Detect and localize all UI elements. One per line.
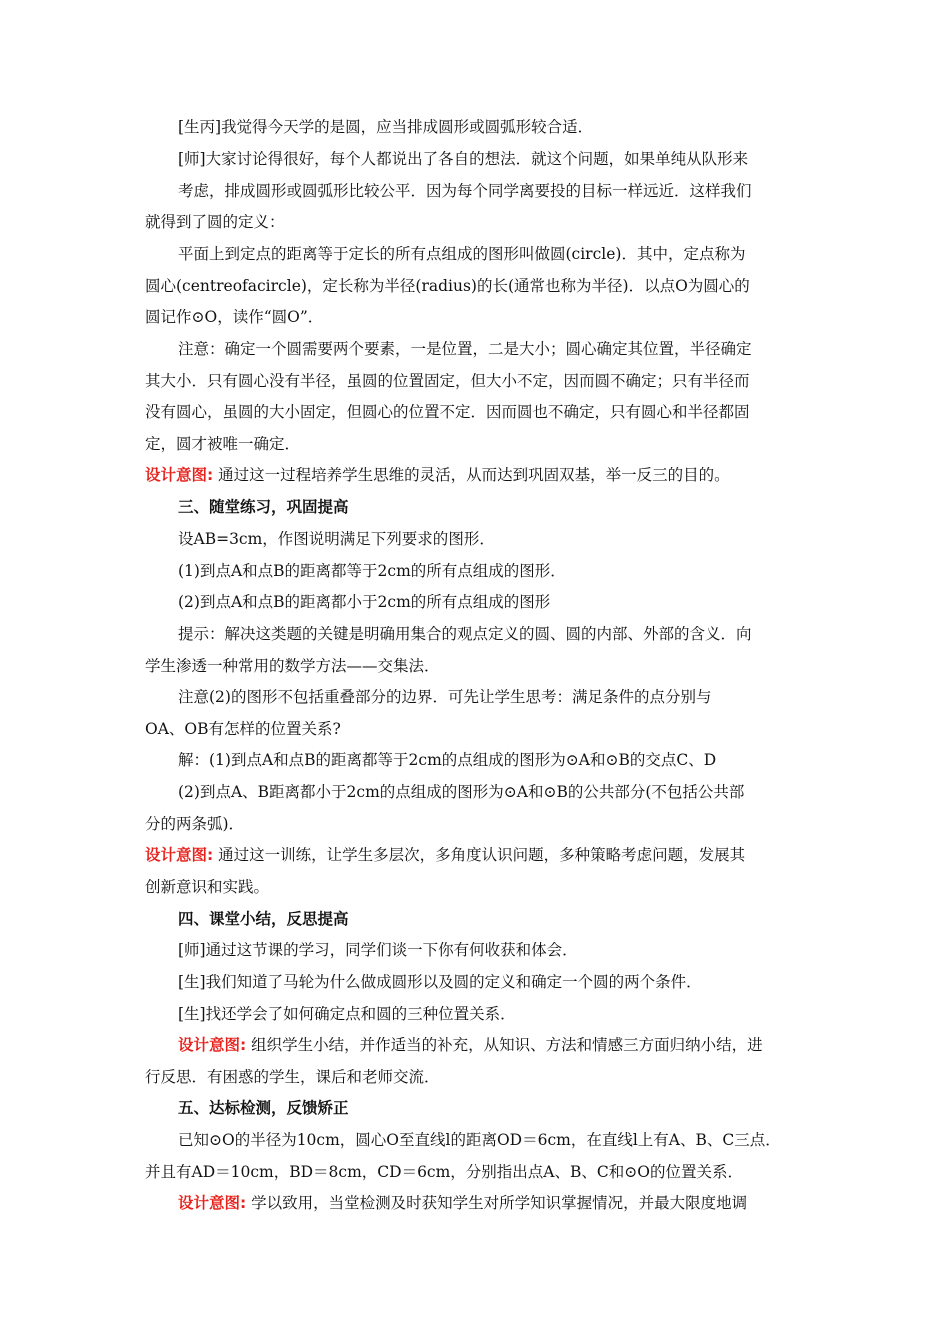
design-intent-text: 通过这一过程培养学生思维的灵活，从而达到巩固双基，举一反三的目的。 (218, 466, 730, 484)
text-line: 平面上到定点的距离等于定长的所有点组成的图形叫做圆(circle)．其中，定点称为 (178, 245, 746, 263)
text-line: 并且有AD＝10cm，BD＝8cm，CD＝6cm，分别指出点A、B、C和⊙O的位置关系． (145, 1163, 743, 1181)
text-line: 注意(2)的图形不包括重叠部分的边界．可先让学生思考：满足条件的点分别与 (178, 688, 712, 706)
design-intent-text: 通过这一训练，让学生多层次，多角度认识问题，多种策略考虑问题，发展其 (218, 846, 746, 864)
design-intent-paragraph (178, 1035, 763, 1055)
text-line: [生]我们知道了马轮为什么做成圆形以及圆的定义和确定一个圆的两个条件． (178, 973, 702, 991)
text-line: OA、OB有怎样的位置关系? (145, 720, 341, 738)
text-line: (2)到点A、B距离都小于2cm的点组成的图形为⊙A和⊙B的公共部分(不包括公共部 (178, 783, 745, 801)
text-line: 考虑，排成圆形或圆弧形比较公平．因为每个同学离要投的目标一样远近．这样我们 (178, 182, 752, 200)
section-heading: 三、随堂练习，巩固提高 (178, 498, 349, 516)
text-line: 没有圆心，虽圆的大小固定，但圆心的位置不定．因而圆也不确定，只有圆心和半径都固 (145, 403, 750, 421)
text-line: 注意：确定一个圆需要两个要素，一是位置，二是大小；圆心确定其位置，半径确定 (178, 340, 752, 358)
section-heading: 五、达标检测，反馈矫正 (178, 1099, 349, 1117)
text-line: 就得到了圆的定义： (145, 213, 285, 231)
design-intent-label: 设计意图: (145, 846, 214, 864)
design-intent-label: 设计意图: (145, 466, 214, 484)
text-line: 行反思．有困惑的学生，课后和老师交流． (145, 1068, 440, 1086)
text-line: 圆记作⊙O，读作“圆O”． (145, 308, 324, 326)
text-line: 分的两条弧)． (145, 815, 245, 833)
text-line: 定，圆才被唯一确定． (145, 435, 301, 453)
design-intent-label: 设计意图: (178, 1036, 247, 1054)
text-line: (1)到点A和点B的距离都等于2cm的所有点组成的图形． (178, 562, 566, 580)
text-line: [生]找还学会了如何确定点和圆的三种位置关系． (178, 1005, 516, 1023)
design-intent-paragraph (145, 465, 730, 485)
design-intent-paragraph (145, 845, 745, 865)
text-line: [生丙]我觉得今天学的是圆，应当排成圆形或圆弧形较合适． (178, 118, 594, 136)
design-intent-text: 学以致用，当堂检测及时获知学生对所学知识掌握情况，并最大限度地调 (251, 1194, 748, 1212)
text-line: 设AB=3cm，作图说明满足下列要求的图形． (178, 530, 495, 548)
text-line: 已知⊙O的半径为10cm，圆心O至直线l的距离OD＝6cm，在直线l上有A、B、C三点． (178, 1131, 781, 1149)
text-line: 创新意识和实践。 (145, 878, 270, 896)
section-heading: 四、课堂小结，反思提高 (178, 910, 349, 928)
text-line: 其大小．只有圆心没有半径，虽圆的位置固定，但大小不定，因而圆不确定；只有半径而 (145, 372, 750, 390)
design-intent-label: 设计意图: (178, 1194, 247, 1212)
design-intent-paragraph (178, 1193, 747, 1213)
text-line: (2)到点A和点B的距离都小于2cm的所有点组成的图形 (178, 593, 551, 611)
text-line: 圆心(centreofacircle)，定长称为半径(radius)的长(通常也称为半径)．以点O为圆心的 (145, 277, 750, 295)
text-line: 学生渗透一种常用的数学方法——交集法． (145, 657, 440, 675)
text-line: [师]通过这节课的学习，同学们谈一下你有何收获和体会． (178, 941, 578, 959)
text-line: 解：(1)到点A和点B的距离都等于2cm的点组成的图形为⊙A和⊙B的交点C、D (178, 751, 717, 769)
text-line: 提示：解决这类题的关键是明确用集合的观点定义的圆、圆的内部、外部的含义．向 (178, 625, 752, 643)
design-intent-text: 组织学生小结，并作适当的补充，从知识、方法和情感三方面归纳小结，进 (251, 1036, 763, 1054)
text-line: [师]大家讨论得很好，每个人都说出了各自的想法．就这个问题，如果单纯从队形来 (178, 150, 749, 168)
